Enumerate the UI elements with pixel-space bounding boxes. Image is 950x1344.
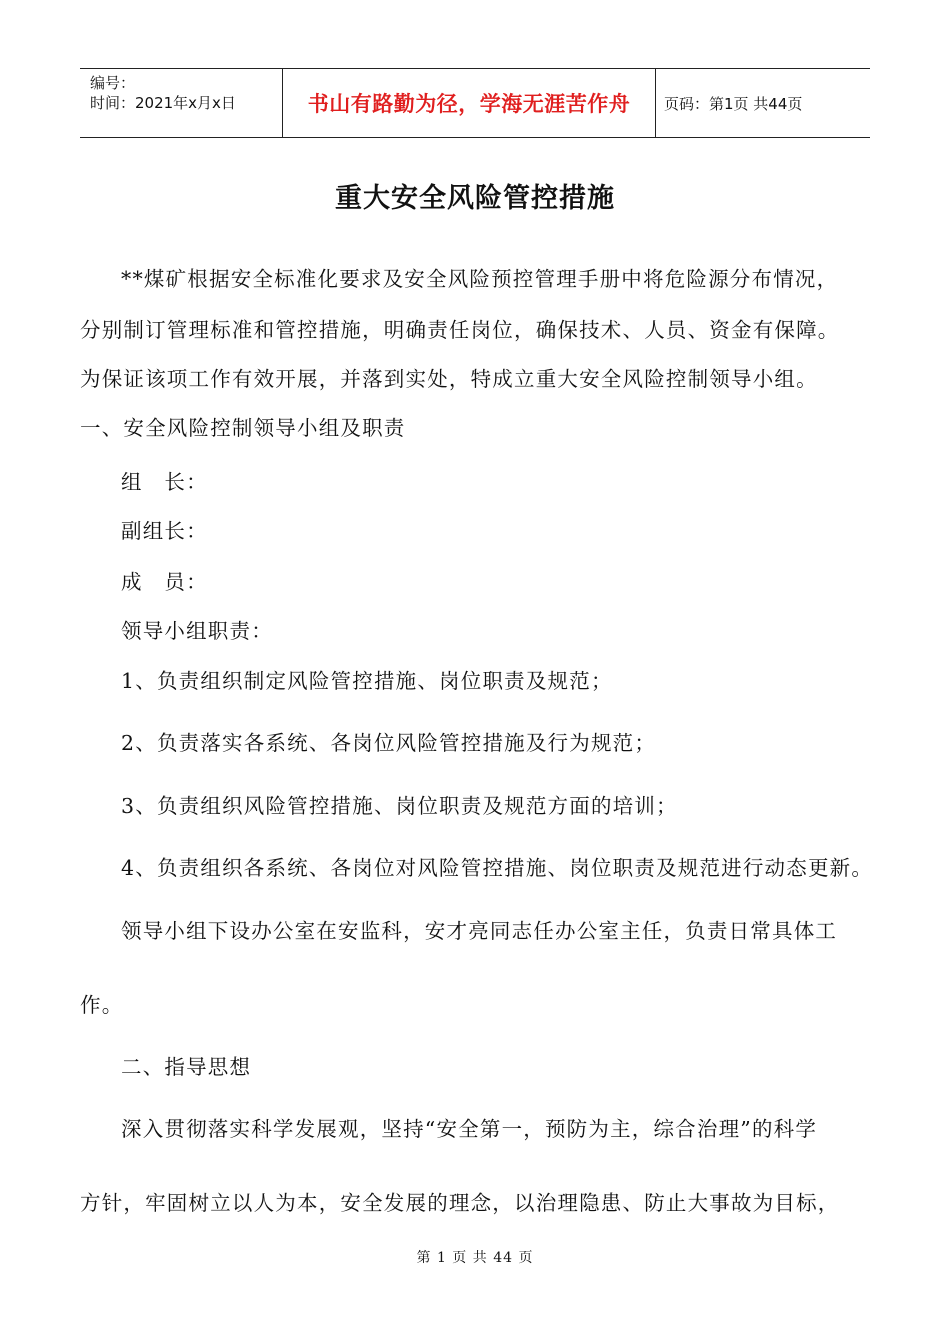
document-title: 重大安全风险管控措施 [335, 183, 615, 214]
duty-item-2: 2、负责落实各系统、各岗位风险管控措施及行为规范； [121, 731, 657, 755]
vice-leader-label: 副组长： [121, 519, 208, 543]
header-motto-cell [282, 69, 656, 137]
duty-item-4: 4、负责组织各系统、各岗位对风险管控措施、岗位职责及规范进行动态更新。 [121, 856, 874, 880]
serial-label: 编号： [90, 74, 136, 92]
duties-title: 领导小组职责： [121, 619, 273, 643]
header-table [80, 68, 870, 138]
duty-item-1: 1、负责组织制定风险管控措施、岗位职责及规范； [121, 669, 613, 693]
para1-line2: 分别制订管理标准和管控措施，明确责任岗位，确保技术、人员、资金有保障。 [80, 318, 840, 342]
office-line2: 作。 [80, 993, 124, 1017]
page-info: 页码：第1页 共44页 [664, 94, 803, 113]
motto-text: 书山有路勤为径，学海无涯苦作舟 [307, 92, 631, 116]
members-label: 成 员： [121, 570, 208, 594]
date-line: 时间：2021年x月x日 [90, 94, 236, 112]
office-line1: 领导小组下设办公室在安监科，安才亮同志任办公室主任，负责日常具体工 [121, 919, 838, 943]
leader-label: 组 长： [121, 470, 208, 494]
duty-item-3: 3、负责组织风险管控措施、岗位职责及规范方面的培训； [121, 794, 678, 818]
para1-line3: 为保证该项工作有效开展，并落到实处，特成立重大安全风险控制领导小组。 [80, 367, 818, 391]
header-meta [80, 69, 282, 137]
guide-line1: 深入贯彻落实科学发展观，坚持“安全第一，预防为主，综合治理”的科学 [121, 1117, 818, 1141]
section2-heading: 二、指导思想 [121, 1055, 252, 1079]
section1-heading: 一、安全风险控制领导小组及职责 [80, 416, 406, 440]
page-footer: 第 1 页 共 44 页 [416, 1250, 534, 1266]
para1-line1: **煤矿根据安全标准化要求及安全风险预控管理手册中将危险源分布情况， [121, 267, 839, 291]
guide-line2: 方针，牢固树立以人为本，安全发展的理念，以治理隐患、防止大事故为目标， [80, 1191, 840, 1215]
